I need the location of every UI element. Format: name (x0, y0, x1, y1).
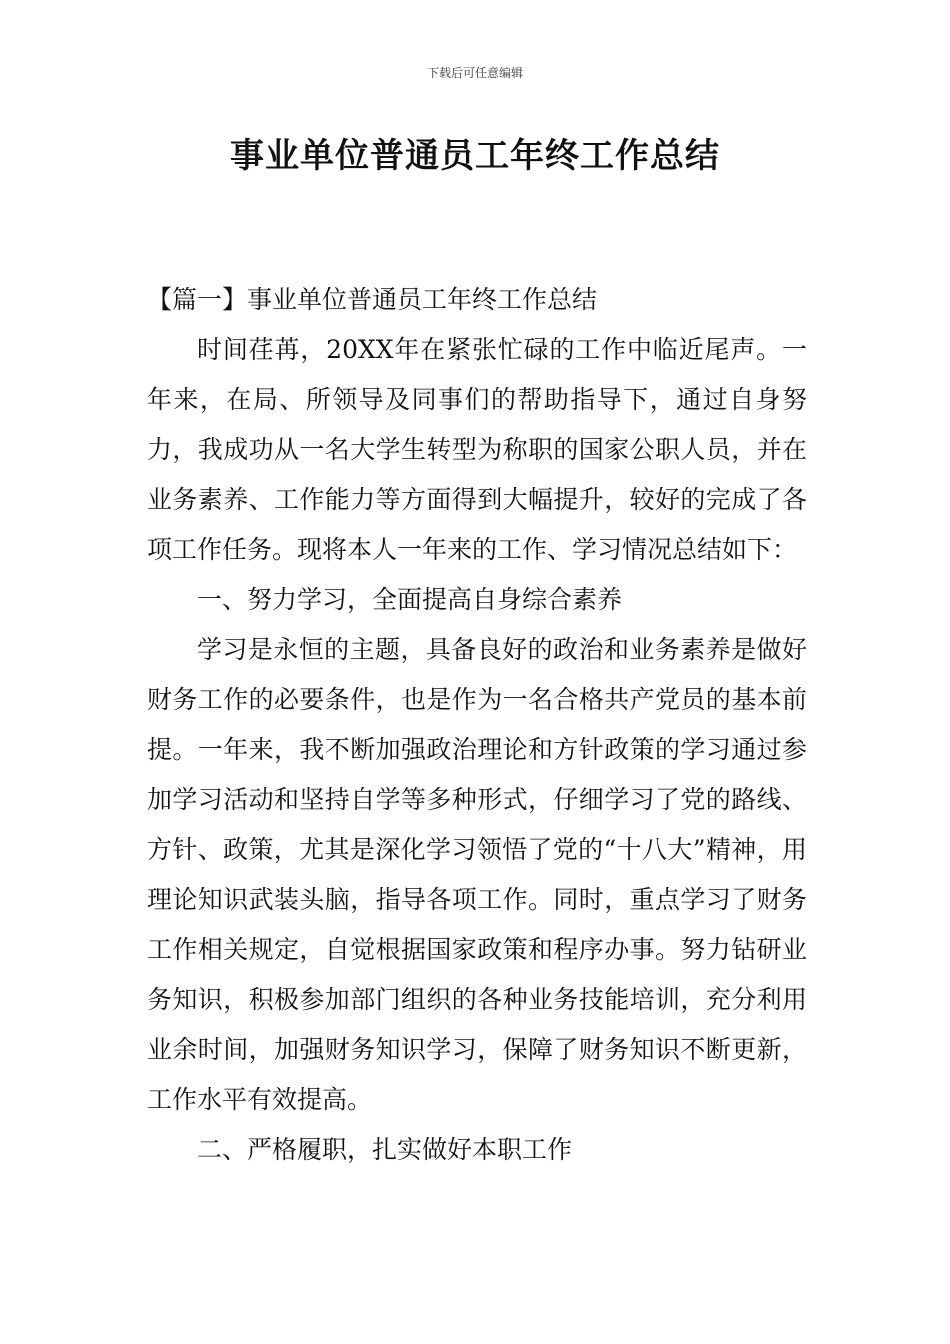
intro-paragraph: 时间荏苒，20XX年在紧张忙碌的工作中临近尾声。一年来，在局、所领导及同事们的帮助指导下，通过自身努力，我成功从一名大学生转型为称职的国家公职人员，并在业务素养、工作能力等方面得到大幅提升，较好的完成了各项工作任务。现将本人一年来的工作、学习情况总结如下： (147, 335, 807, 564)
header-note: 下载后可任意编辑 (426, 66, 523, 80)
section-2-heading: 二、严格履职，扎实做好本职工作 (197, 1135, 573, 1164)
section-1-paragraph: 学习是永恒的主题，具备良好的政治和业务素养是做好财务工作的必要条件，也是作为一名合格共产党员的基本前提。一年来，我不断加强政治理论和方针政策的学习通过参加学习活动和坚持自学等多种形式，仔细学习了党的路线、方针、政策，尤其是深化学习领悟了党的“十八大”精神，用理论知识武装头脑，指导各项工作。同时，重点学习了财务工作相关规定，自觉根据国家政策和程序办事。努力钻研业务知识，积极参加部门组织的各种业务技能培训，充分利用业余时间，加强财务知识学习，保障了财务知识不断更新，工作水平有效提高。 (147, 635, 807, 1114)
part-heading: 【篇一】事业单位普通员工年终工作总结 (147, 285, 598, 314)
document-title: 事业单位普通员工年终工作总结 (230, 136, 720, 176)
section-1-heading: 一、努力学习，全面提高自身综合素养 (197, 585, 623, 614)
document-body (147, 275, 807, 1175)
